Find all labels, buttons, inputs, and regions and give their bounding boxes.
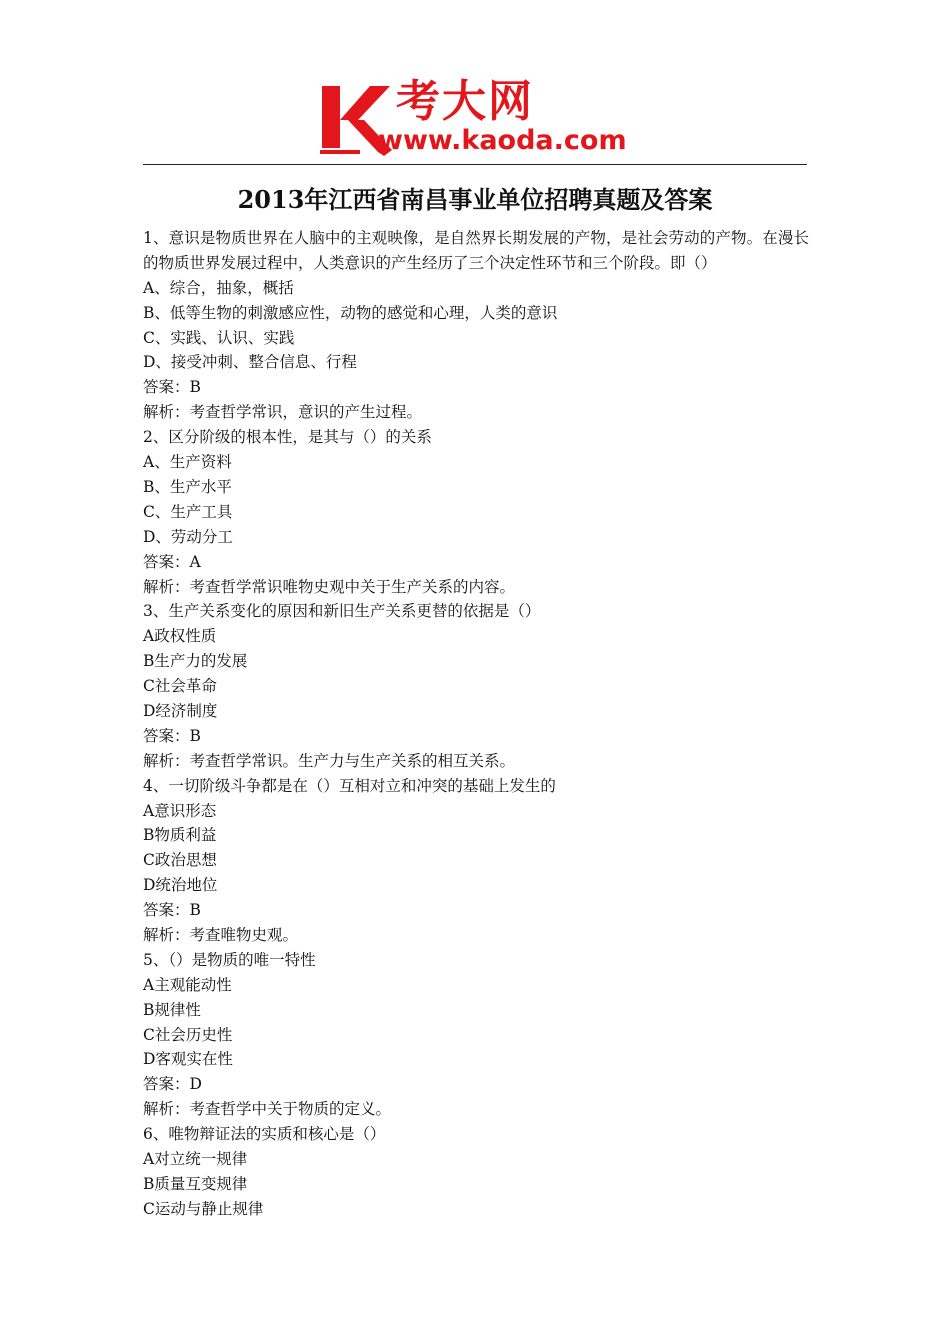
option: A意识形态 xyxy=(143,801,217,820)
option: B物质利益 xyxy=(143,826,217,845)
question-6 xyxy=(143,1122,809,1222)
option: B、低等生物的刺激感应性，动物的感觉和心理，人类的意识 xyxy=(143,303,558,322)
option: C、实践、认识、实践 xyxy=(143,328,295,347)
document-title: 2013年江西省南昌事业单位招聘真题及答案 xyxy=(237,185,713,214)
question-stem: 6、唯物辩证法的实质和核心是（） xyxy=(143,1125,386,1144)
option: A、生产资料 xyxy=(143,453,232,472)
answer: 答案：D xyxy=(143,1075,202,1094)
analysis: 解析：考查哲学常识，意识的产生过程。 xyxy=(143,403,423,422)
answer: 答案：A xyxy=(143,552,201,571)
option: A对立统一规律 xyxy=(143,1149,248,1168)
analysis: 解析：考查哲学中关于物质的定义。 xyxy=(143,1100,392,1119)
question-stem: 2、区分阶级的根本性，是其与（）的关系 xyxy=(143,428,432,447)
question-stem: 5、（）是物质的唯一特性 xyxy=(143,950,316,969)
option: D统治地位 xyxy=(143,876,218,895)
question-4 xyxy=(143,774,809,948)
question-5 xyxy=(143,948,809,1122)
logo-url-text: www.kaoda.com xyxy=(378,125,627,156)
analysis: 解析：考查唯物史观。 xyxy=(143,925,299,944)
option: A主观能动性 xyxy=(143,975,232,994)
question-stem: 3、生产关系变化的原因和新旧生产关系更替的依据是（） xyxy=(143,602,541,621)
option: C、生产工具 xyxy=(143,502,233,521)
option: C社会革命 xyxy=(143,677,217,696)
question-2 xyxy=(143,425,809,599)
answer: 答案：B xyxy=(143,901,201,920)
analysis: 解析：考查哲学常识。生产力与生产关系的相互关系。 xyxy=(143,751,516,770)
option: D、劳动分工 xyxy=(143,527,233,546)
analysis: 解析：考查哲学常识唯物史观中关于生产关系的内容。 xyxy=(143,577,516,596)
question-stem: 1、意识是物质世界在人脑中的主观映像，是自然界长期发展的产物，是社会劳动的产物。在漫长的物质世界发展过程中，人类意识的产生经历了三个决定性环节和三个阶段。即（） xyxy=(143,229,809,272)
question-3 xyxy=(143,599,809,773)
header-divider xyxy=(143,164,807,165)
option: D客观实在性 xyxy=(143,1050,233,1069)
logo-chinese-text: 考大网 xyxy=(396,76,534,127)
answer: 答案：B xyxy=(143,726,201,745)
option: B、生产水平 xyxy=(143,477,232,496)
document-body xyxy=(143,226,809,1222)
option: B规律性 xyxy=(143,1000,201,1019)
question-1 xyxy=(143,226,809,425)
kaoda-logo xyxy=(318,76,648,160)
option: B质量互变规律 xyxy=(143,1174,248,1193)
question-stem: 4、一切阶级斗争都是在（）互相对立和冲突的基础上发生的 xyxy=(143,776,556,795)
option: C社会历史性 xyxy=(143,1025,233,1044)
option: B生产力的发展 xyxy=(143,652,248,671)
option: C政治思想 xyxy=(143,851,217,870)
option: C运动与静止规律 xyxy=(143,1199,264,1218)
option: A政权性质 xyxy=(143,627,217,646)
answer: 答案：B xyxy=(143,378,201,397)
option: D经济制度 xyxy=(143,701,218,720)
option: A、综合，抽象，概括 xyxy=(143,278,294,297)
option: D、接受冲刺、整合信息、行程 xyxy=(143,353,357,372)
